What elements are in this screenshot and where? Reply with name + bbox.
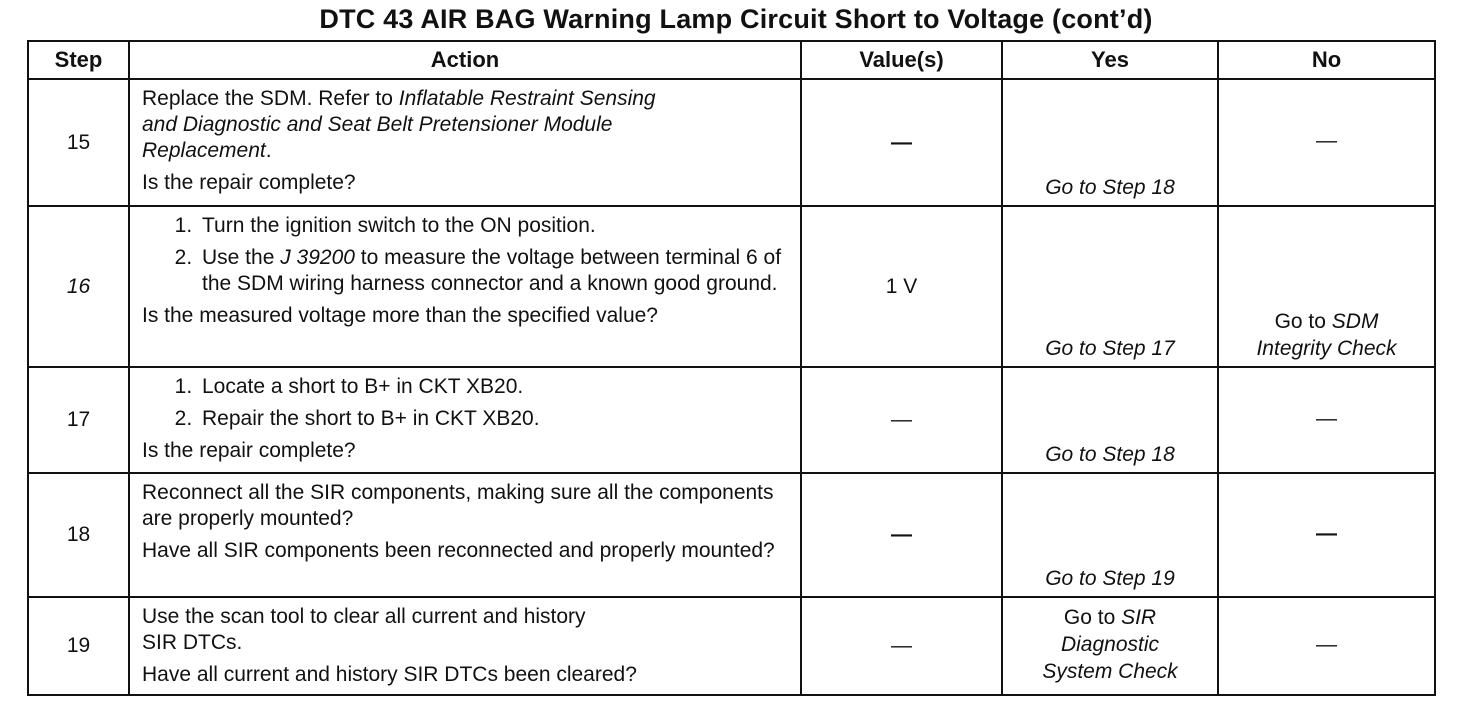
action-steps [142, 213, 790, 297]
value-cell: 1 V [801, 206, 1002, 367]
step-number: 18 [28, 473, 129, 597]
tool-reference: J 39200 [280, 246, 355, 269]
value-cell: — [801, 367, 1002, 473]
header-no: No [1218, 41, 1435, 79]
action-cell [129, 367, 801, 473]
question-text: Is the measured voltage more than the specified value? [142, 304, 658, 327]
dtc-table [27, 40, 1436, 696]
yes-cell: Go to Step 17 [1002, 206, 1218, 367]
no-cell [1218, 473, 1435, 597]
question-text: Is the repair complete? [142, 171, 356, 194]
action-text: . [265, 139, 272, 162]
value-text: — [891, 523, 912, 546]
step-number: 17 [28, 367, 129, 473]
action-text: SIR DTCs. [142, 631, 243, 654]
list-item: 1. Locate a short to B+ in CKT XB20. [198, 374, 790, 400]
table-row [28, 206, 1435, 367]
action-cell [129, 597, 801, 695]
header-yes: Yes [1002, 41, 1218, 79]
step-number: 16 [28, 206, 129, 367]
yes-line [1003, 604, 1217, 631]
list-item [198, 245, 790, 297]
yes-cell: Go to Step 19 [1002, 473, 1218, 597]
step-number: 15 [28, 79, 129, 206]
page-title: DTC 43 AIR BAG Warning Lamp Circuit Short to Voltage (cont’d) [319, 4, 1153, 34]
reference-link: Replacement [142, 139, 266, 162]
step-number: 19 [28, 597, 129, 695]
question-text: Have all current and history SIR DTCs been cleared? [142, 663, 637, 686]
table-row [28, 79, 1435, 206]
table-row [28, 367, 1435, 473]
list-item: 1. Turn the ignition switch to the ON position. [198, 213, 790, 239]
value-text: — [891, 130, 912, 154]
yes-cell: Go to Step 18 [1002, 79, 1218, 206]
value-cell [801, 79, 1002, 206]
yes-cell: Go to Step 18 [1002, 367, 1218, 473]
action-line [142, 138, 790, 164]
question-text: Have all SIR components been reconnected and properly mounted? [142, 539, 775, 562]
reference-link: Integrity Check [1256, 337, 1397, 360]
value-cell: — [801, 597, 1002, 695]
header-values: Value(s) [801, 41, 1002, 79]
action-text: Reconnect all the SIR components, making sure all the components are properly mounted? [142, 481, 774, 530]
header-row [28, 41, 1435, 79]
action-cell [129, 206, 801, 367]
header-step: Step [28, 41, 129, 79]
action-steps [142, 374, 790, 432]
header-action: Action [129, 41, 801, 79]
reference-link: Diagnostic [1060, 632, 1160, 656]
no-text: — [1316, 521, 1337, 545]
action-cell [129, 79, 801, 206]
action-text: to measure the voltage between terminal 6 of the SDM wiring harness connector and a known good ground. [202, 246, 782, 295]
no-cell: — [1218, 367, 1435, 473]
reference-link: SIR [1121, 605, 1157, 629]
reference-link: SDM [1331, 310, 1379, 333]
value-cell [801, 473, 1002, 597]
reference-link: and Diagnostic and Seat Belt Pretensioner Module [142, 113, 613, 136]
table-row [28, 597, 1435, 695]
no-cell: — [1218, 79, 1435, 206]
reference-link: System Check [1042, 659, 1178, 683]
no-text: Go to [1274, 310, 1332, 333]
no-cell [1218, 206, 1435, 367]
reference-link: Inflatable Restraint Sensing [398, 87, 656, 110]
no-line [1219, 308, 1434, 335]
action-cell [129, 473, 801, 597]
list-item: 2. Repair the short to B+ in CKT XB20. [198, 406, 790, 432]
table-row [28, 473, 1435, 597]
action-text: Use the [202, 246, 281, 269]
action-text: Use the scan tool to clear all current and history [142, 605, 586, 628]
yes-text: Go to [1063, 605, 1122, 629]
no-cell: — [1218, 597, 1435, 695]
action-line [142, 86, 790, 112]
question-text: Is the repair complete? [142, 439, 356, 462]
yes-cell [1002, 597, 1218, 695]
action-text: Replace the SDM. Refer to [142, 87, 399, 110]
